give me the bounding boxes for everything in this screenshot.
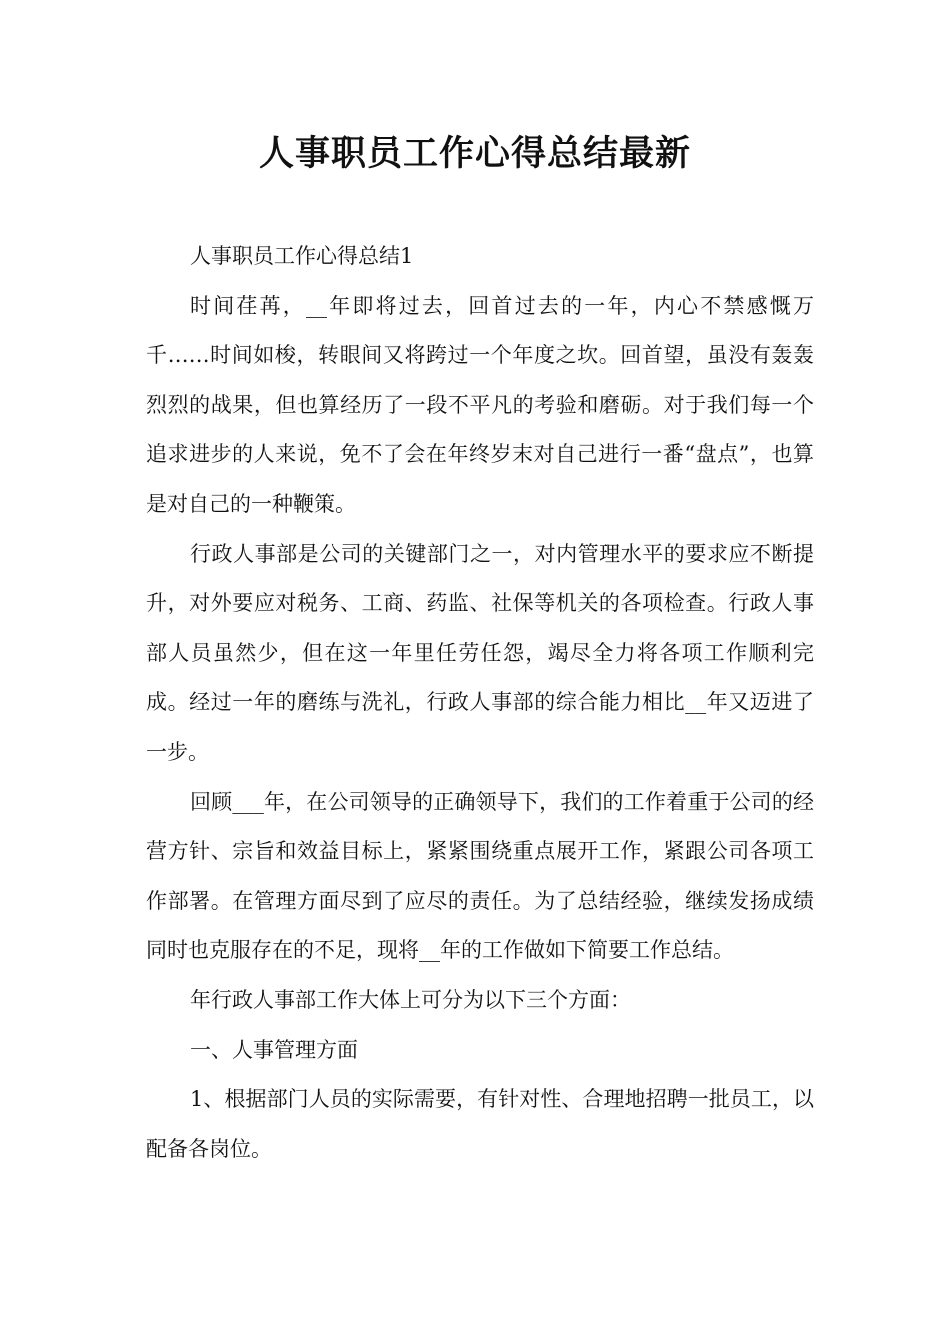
paragraph-review: 回顾___年，在公司领导的正确领导下，我们的工作着重于公司的经营方针、宗旨和效益目标上，紧紧围绕重点展开工作，紧跟公司各项工作部署。在管理方面尽到了应尽的责任。为了总结经验，继续发扬成绩同时也克服存在的不足，现将__年的工作做如下简要工作总结。 (146, 789, 814, 963)
paragraph-item-1: 1、根据部门人员的实际需要，有针对性、合理地招聘一批员工，以配备各岗位。 (146, 1087, 814, 1161)
document-body (146, 232, 814, 1174)
section-heading-hr: 一、人事管理方面 (190, 1037, 358, 1062)
paragraph-overview: 年行政人事部工作大体上可分为以下三个方面： (190, 987, 631, 1012)
paragraph-department: 行政人事部是公司的关键部门之一，对内管理水平的要求应不断提升，对外要应对税务、工商、药监、社保等机关的各项检查。行政人事部人员虽然少，但在这一年里任劳任怨，竭尽全力将各项工作顺利完成。经过一年的磨练与洗礼，行政人事部的综合能力相比__年又迈进了一步。 (146, 541, 814, 764)
section-heading-1: 人事职员工作心得总结1 (190, 244, 414, 268)
paragraph-intro: 时间荏苒，__年即将过去，回首过去的一年，内心不禁感慨万千……时间如梭，转眼间又将跨过一个年度之坎。回首望，虽没有轰轰烈烈的战果，但也算经历了一段不平凡的考验和磨砺。对于我们每一个追求进步的人来说，免不了会在年终岁末对自己进行一番“盘点”，也算是对自己的一种鞭策。 (146, 293, 814, 516)
document-title: 人事职员工作心得总结最新 (258, 133, 691, 174)
